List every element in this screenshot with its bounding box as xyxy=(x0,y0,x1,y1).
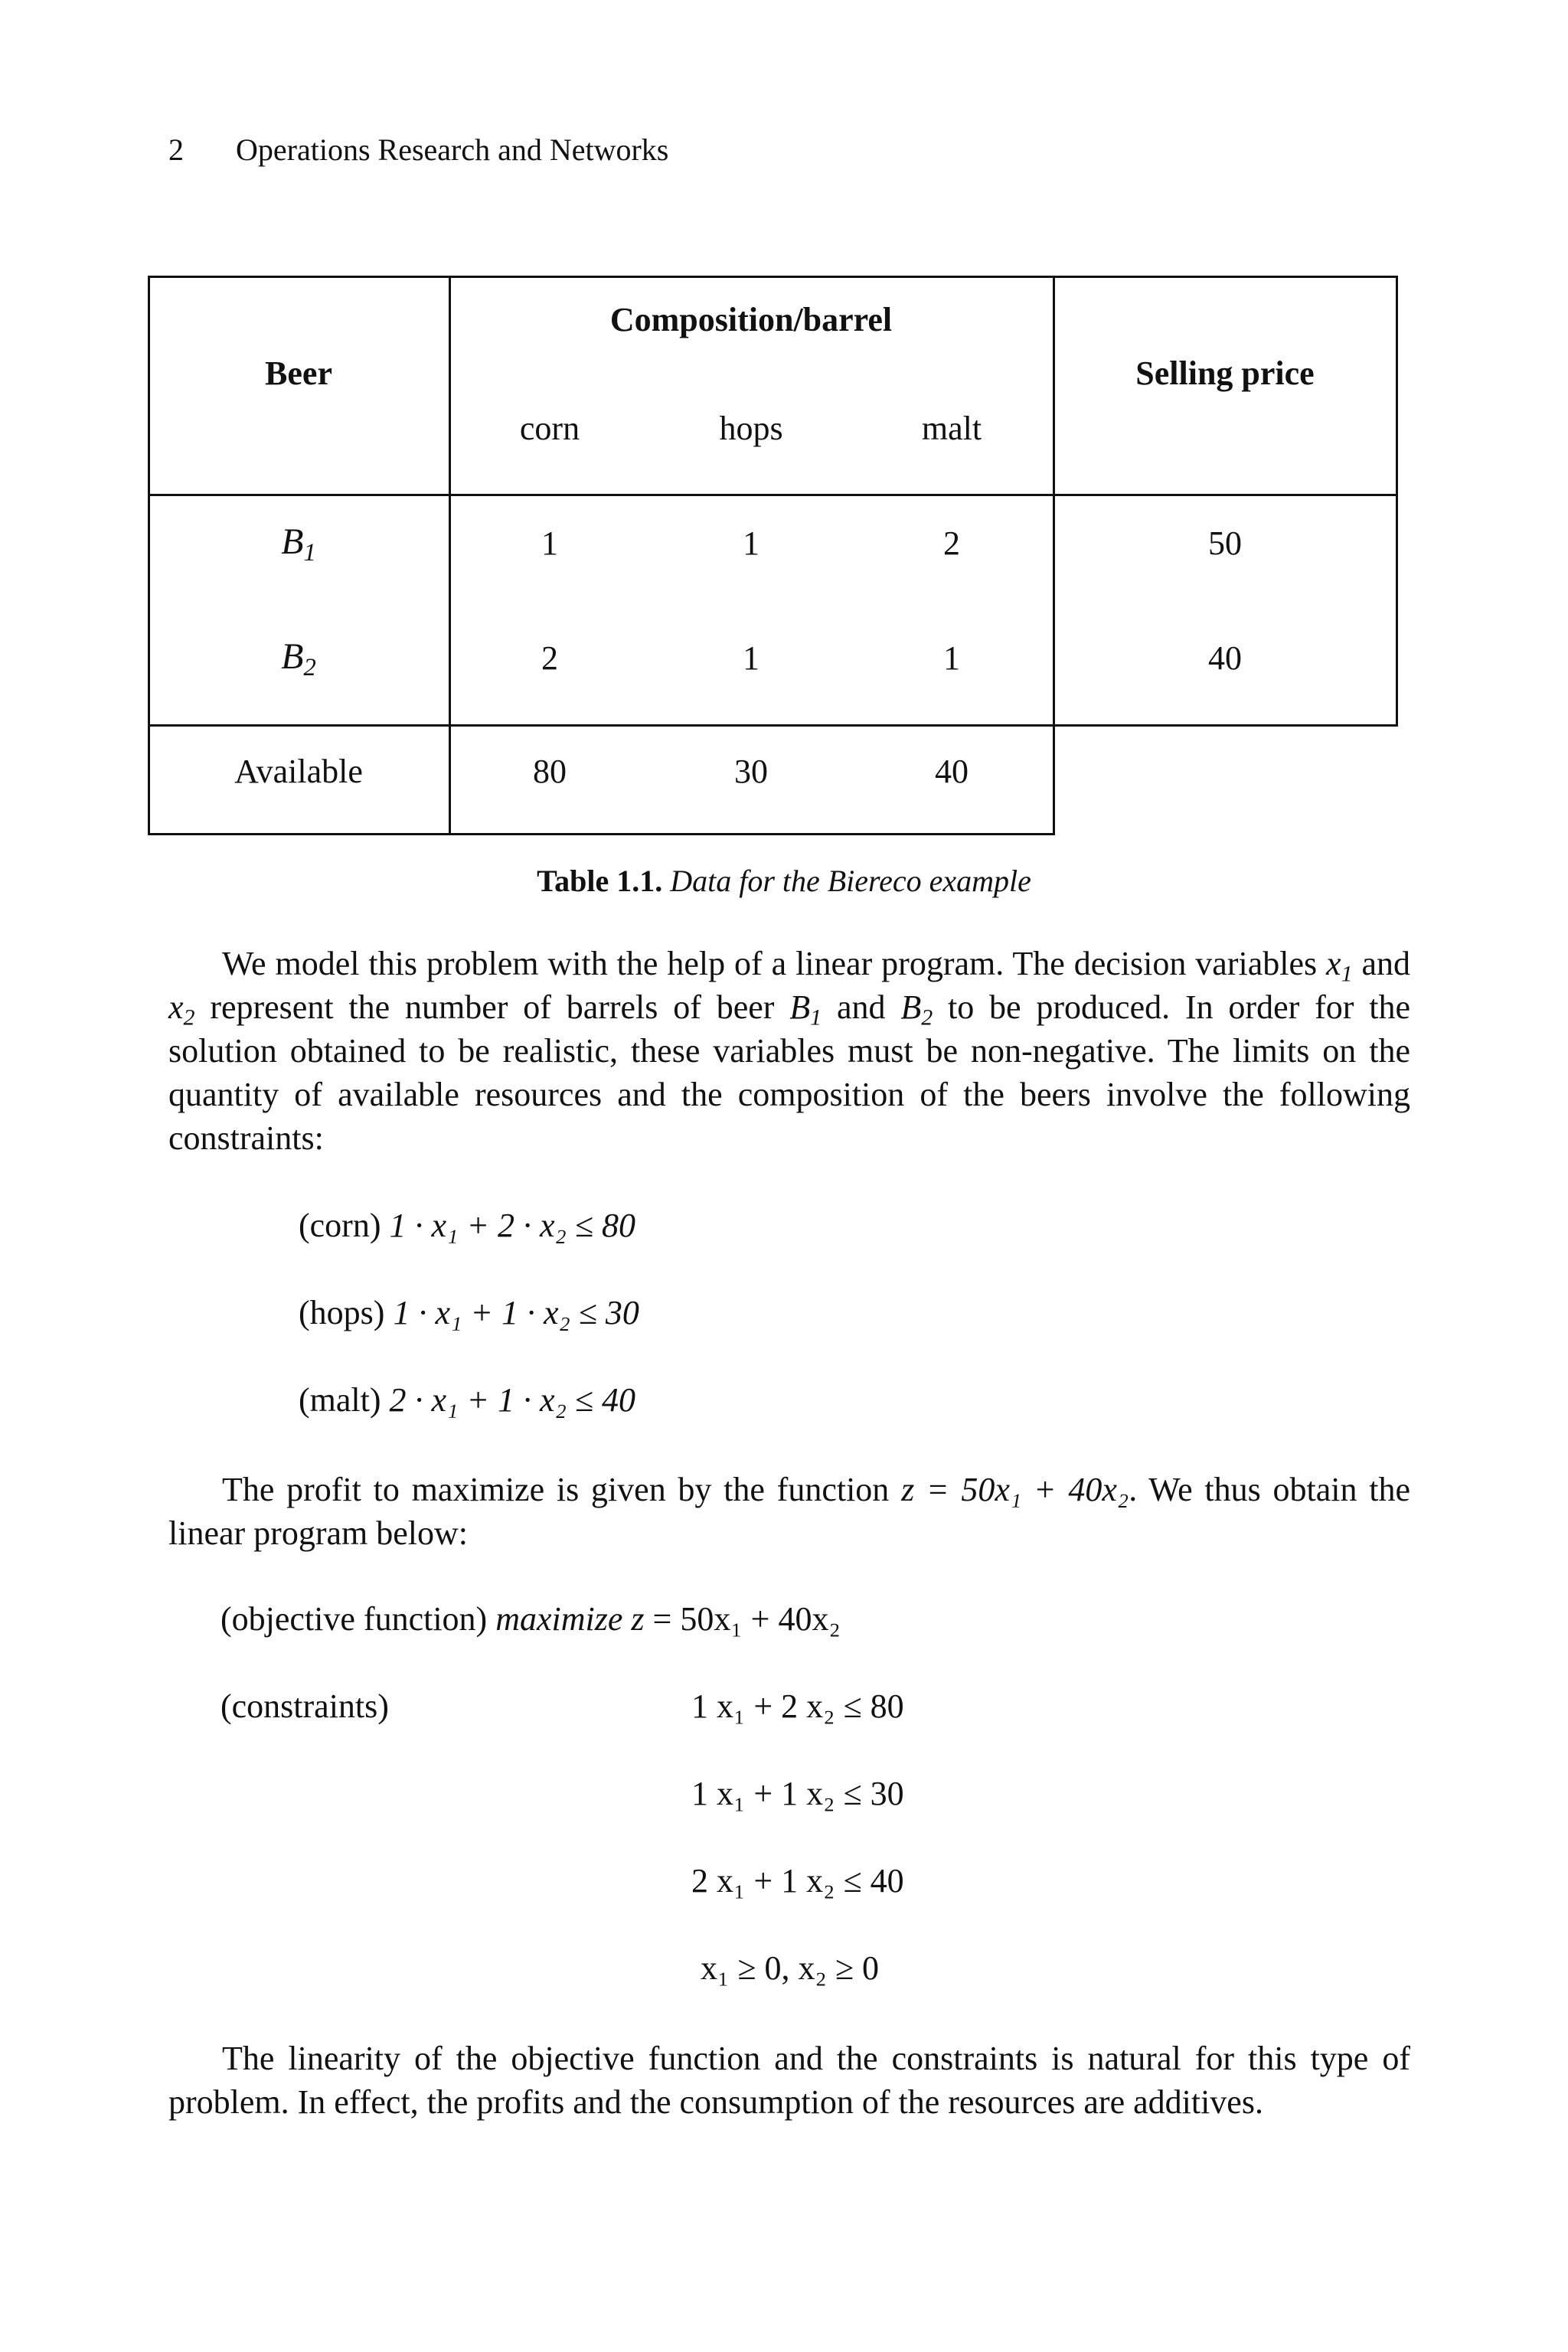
row-beer-label: $B_1$ xyxy=(281,521,316,567)
paragraph: The profit to maximize is given by the function z = 50x₁ + 40x₂. We thus obtain the linear program below: xyxy=(168,1471,1410,1552)
row-beer-label: $B_2$ xyxy=(281,636,316,682)
table-rule xyxy=(148,494,1398,496)
table-rule xyxy=(148,833,1055,835)
page-number: 2 xyxy=(168,132,184,167)
paragraph: The linearity of the objective function and the constraints is natural for this type of problem. In effect, the profits and the consumption of the resources are additives. xyxy=(168,2040,1410,2121)
cell-corn: 1 xyxy=(541,524,558,562)
cell-hops: 1 xyxy=(743,524,760,562)
cell-available-malt: 40 xyxy=(935,753,969,790)
lp-constraint: 1 x₁ + 1 x₂ ≤ 30 xyxy=(691,1775,904,1812)
objective-function: (objective function) maximize z = 50x₁ + 40x₂ xyxy=(220,1600,841,1638)
cell-available-corn: 80 xyxy=(533,753,567,790)
cell-price: 50 xyxy=(1208,524,1242,562)
col-header-composition: Composition/barrel xyxy=(609,301,893,338)
lp-constraint: 2 x₁ + 1 x₂ ≤ 40 xyxy=(691,1862,904,1900)
col-header-beer: Beer xyxy=(265,354,332,392)
table-rule xyxy=(449,276,451,835)
constraint-malt: (malt) 2 · x₁ + 1 · x₂ ≤ 40 xyxy=(299,1381,636,1419)
col-header-price: Selling price xyxy=(1135,354,1315,392)
lp-constraint: 1 x₁ + 2 x₂ ≤ 80 xyxy=(691,1687,904,1725)
cell-available-hops: 30 xyxy=(734,753,768,790)
constraint-hops: (hops) 1 · x₁ + 1 · x₂ ≤ 30 xyxy=(299,1294,639,1331)
row-available-label: Available xyxy=(234,753,363,790)
table-caption: Table 1.1. Data for the Biereco example xyxy=(537,864,1031,898)
constraints-label: (constraints) xyxy=(220,1687,389,1725)
lp-nonnegativity: x₁ ≥ 0, x₂ ≥ 0 xyxy=(701,1949,879,1987)
paragraph: We model this problem with the help of a linear program. The decision variables $x_1$ and $x_2$ represent the number of barrels of beer $B_1$ and $B_2$ to be produced. In order for the solution obtained to be realistic, these variables must be non-negative. The limits on the quantity of available resources and the composition of the beers involve the following constraints: xyxy=(168,945,1410,1157)
cell-price: 40 xyxy=(1208,639,1242,677)
subheader-corn: corn xyxy=(519,410,580,447)
constraint-corn: (corn) 1 · x₁ + 2 · x₂ ≤ 80 xyxy=(299,1207,635,1244)
table-rule xyxy=(148,276,1398,278)
table-rule xyxy=(148,724,1398,727)
subheader-hops: hops xyxy=(719,410,783,447)
cell-corn: 2 xyxy=(541,639,558,677)
running-title: Operations Research and Networks xyxy=(236,132,669,167)
cell-malt: 2 xyxy=(943,524,960,562)
cell-hops: 1 xyxy=(743,639,760,677)
subheader-malt: malt xyxy=(921,410,982,447)
table-rule xyxy=(148,276,150,835)
table-rule xyxy=(1396,276,1398,727)
cell-malt: 1 xyxy=(943,639,960,677)
table-rule xyxy=(1053,276,1055,835)
